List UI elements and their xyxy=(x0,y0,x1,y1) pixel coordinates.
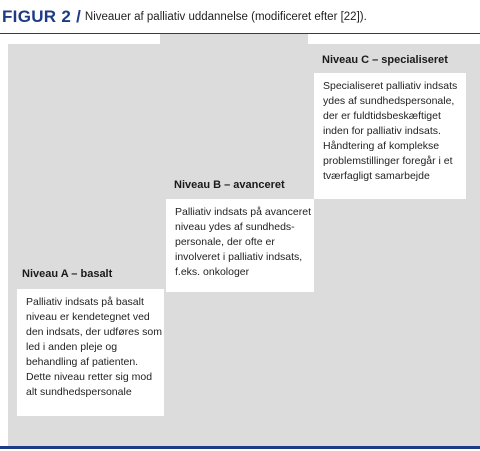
staircase-diagram xyxy=(0,34,480,446)
level-c-line: problemstillinger foregår i et xyxy=(323,155,453,167)
level-c-title: Niveau C – specialiseret xyxy=(322,54,448,66)
level-a-line: alt sundhedspersonale xyxy=(26,386,132,398)
level-a-line: Dette niveau retter sig mod xyxy=(26,371,153,383)
level-a-line: led i anden pleje og xyxy=(26,341,118,353)
level-a-line: behandling af patienten. xyxy=(26,356,139,368)
level-b-line: f.eks. onkologer xyxy=(175,266,250,278)
level-b-title: Niveau B – avanceret xyxy=(174,179,285,191)
caption-text: Niveauer af palliativ uddannelse (modificeret efter [22]). xyxy=(84,11,367,23)
caption-separator: / xyxy=(76,7,81,26)
level-c-line: der er fuldtidsbeskæftiget xyxy=(323,110,441,122)
level-b-box xyxy=(166,199,314,292)
figure-label: FIGUR 2 xyxy=(2,7,72,26)
level-b-line: Palliativ indsats på avanceret xyxy=(175,206,311,218)
level-c-box xyxy=(314,73,466,199)
level-c-line: Håndtering af komplekse xyxy=(323,140,440,152)
level-a-box xyxy=(17,289,164,416)
level-c-line: ydes af sundhedspersonale, xyxy=(323,95,455,107)
level-a-title: Niveau A – basalt xyxy=(22,268,113,280)
figure-caption xyxy=(2,5,478,29)
level-c-line: tværfagligt samarbejde xyxy=(323,170,430,182)
level-b-line: personale, der ofte er xyxy=(175,236,275,248)
level-b-line: involveret i palliativ indsats, xyxy=(175,251,303,263)
level-a-line: Palliativ indsats på basalt xyxy=(26,296,144,308)
level-a-line: niveau er kendetegnet ved xyxy=(26,311,150,323)
level-a-line: den indsats, der udføres som xyxy=(26,326,162,338)
level-b-line: niveau ydes af sundheds- xyxy=(175,221,295,233)
bottom-rule xyxy=(0,446,480,449)
level-c-line: inden for palliativ indsats. xyxy=(323,125,441,137)
level-c-line: Specialiseret palliativ indsats xyxy=(323,80,458,92)
